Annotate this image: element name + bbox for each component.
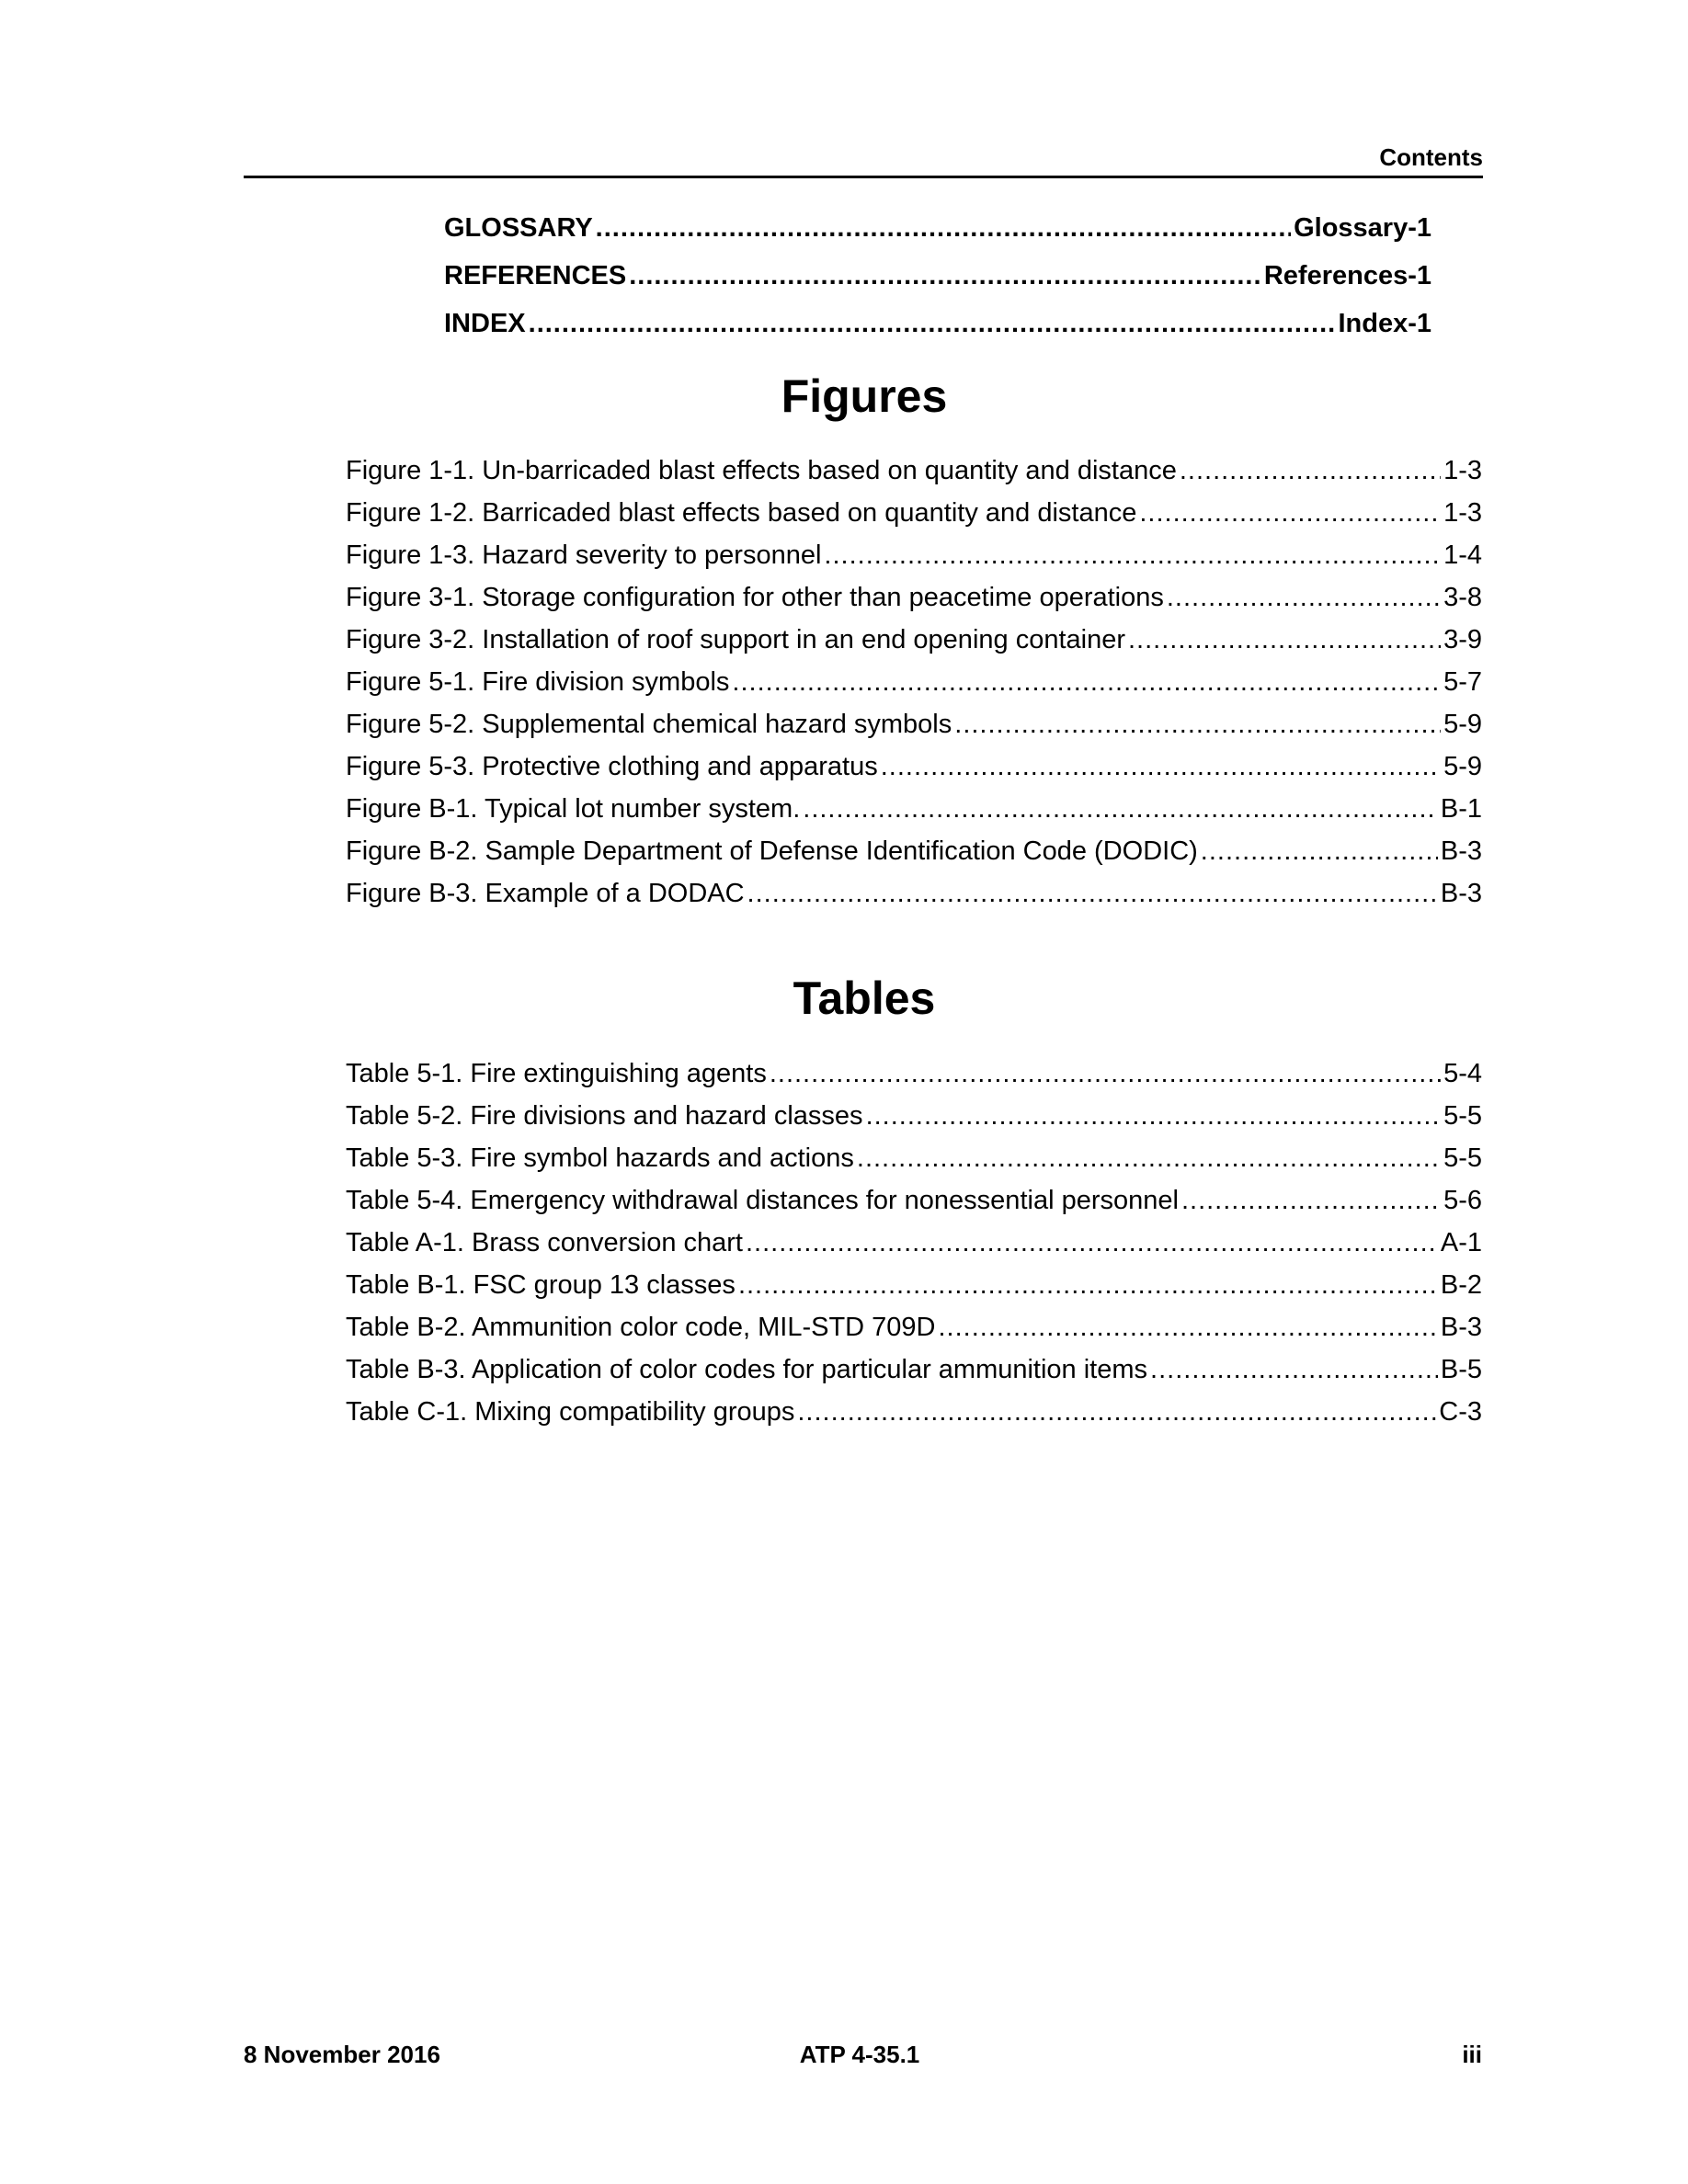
dot-leader <box>738 1270 1438 1301</box>
figure-entry[interactable] <box>346 667 1482 704</box>
toc-entry-label: GLOSSARY <box>444 213 593 243</box>
footer-date: 8 November 2016 <box>244 2041 440 2068</box>
dot-leader <box>954 710 1441 740</box>
dot-leader <box>746 1228 1438 1258</box>
figure-entry-page: 5-7 <box>1443 667 1482 697</box>
figure-entry-label: Figure B-3. Example of a DODAC <box>346 879 745 908</box>
figure-entry[interactable] <box>346 625 1482 662</box>
dot-leader <box>732 667 1441 698</box>
figure-entry-page: B-3 <box>1440 879 1482 908</box>
footer-doc-id: ATP 4-35.1 <box>799 2041 920 2068</box>
dot-leader <box>1201 836 1438 867</box>
dot-leader <box>529 309 1336 339</box>
dot-leader <box>1180 456 1441 486</box>
table-entry[interactable] <box>346 1143 1482 1180</box>
dot-leader <box>1128 625 1441 655</box>
figure-entry-label: Figure 5-1. Fire division symbols <box>346 667 730 697</box>
table-entry-page: B-5 <box>1440 1355 1482 1384</box>
dot-leader <box>770 1059 1441 1089</box>
dot-leader <box>881 752 1441 782</box>
table-entry-page: C-3 <box>1439 1397 1482 1427</box>
toc-entry-glossary[interactable] <box>444 213 1431 250</box>
toc-entry-label: REFERENCES <box>444 261 627 290</box>
header-title: Contents <box>1379 143 1483 171</box>
table-entry-label: Table 5-1. Fire extinguishing agents <box>346 1059 767 1088</box>
table-entry-page: B-2 <box>1440 1270 1482 1300</box>
toc-entry-index[interactable] <box>444 309 1431 346</box>
table-entry-page: B-3 <box>1440 1313 1482 1342</box>
table-entry[interactable] <box>346 1101 1482 1138</box>
figure-entry-label: Figure 1-1. Un-barricaded blast effects based on quantity and distance <box>346 456 1177 485</box>
dot-leader <box>939 1313 1438 1343</box>
table-entry-page: 5-5 <box>1443 1143 1482 1173</box>
table-entry[interactable] <box>346 1355 1482 1392</box>
figure-entry[interactable] <box>346 498 1482 535</box>
dot-leader <box>596 213 1291 244</box>
figure-entry-page: 3-8 <box>1443 583 1482 612</box>
table-entry-label: Table B-2. Ammunition color code, MIL-STD 709D <box>346 1313 936 1342</box>
figure-entry-page: B-3 <box>1440 836 1482 866</box>
toc-entry-page: Glossary-1 <box>1294 213 1431 243</box>
figure-entry-page: B-1 <box>1440 794 1482 824</box>
table-entry-label: Table 5-3. Fire symbol hazards and actions <box>346 1143 854 1173</box>
table-entry[interactable] <box>346 1228 1482 1265</box>
dot-leader <box>1181 1186 1441 1216</box>
figure-entry-label: Figure 3-1. Storage configuration for other than peacetime operations <box>346 583 1164 612</box>
figure-entry-label: Figure 3-2. Installation of roof support in an end opening container <box>346 625 1125 654</box>
table-entry[interactable] <box>346 1313 1482 1349</box>
table-entry-label: Table 5-4. Emergency withdrawal distances for nonessential personnel <box>346 1186 1179 1215</box>
figure-entry-label: Figure 1-2. Barricaded blast effects based on quantity and distance <box>346 498 1137 528</box>
figure-entry-label: Figure 1-3. Hazard severity to personnel <box>346 540 822 570</box>
table-entry-label: Table 5-2. Fire divisions and hazard classes <box>346 1101 863 1131</box>
table-entry-label: Table B-3. Application of color codes for particular ammunition items <box>346 1355 1148 1384</box>
figure-entry[interactable] <box>346 836 1482 873</box>
table-entry-label: Table B-1. FSC group 13 classes <box>346 1270 736 1300</box>
dot-leader <box>1167 583 1441 613</box>
figure-entry-page: 1-3 <box>1443 456 1482 485</box>
dot-leader <box>1150 1355 1438 1385</box>
figure-entry[interactable] <box>346 583 1482 620</box>
table-entry-page: 5-5 <box>1443 1101 1482 1131</box>
figure-entry-page: 5-9 <box>1443 710 1482 739</box>
dot-leader <box>866 1101 1442 1132</box>
table-entry[interactable] <box>346 1059 1482 1096</box>
toc-entry-page: References-1 <box>1263 261 1431 290</box>
toc-entry-label: INDEX <box>444 309 526 338</box>
footer-page-number: iii <box>1462 2041 1482 2068</box>
table-entry-label: Table C-1. Mixing compatibility groups <box>346 1397 795 1427</box>
toc-entry-page: Index-1 <box>1338 309 1431 338</box>
figure-entry[interactable] <box>346 879 1482 916</box>
table-entry-page: A-1 <box>1440 1228 1482 1257</box>
figure-entry[interactable] <box>346 710 1482 746</box>
running-header <box>244 145 1483 178</box>
figures-heading: Figures <box>781 370 948 422</box>
dot-leader <box>803 794 1438 825</box>
dot-leader <box>797 1397 1436 1428</box>
table-entry[interactable] <box>346 1397 1482 1434</box>
table-entry[interactable] <box>346 1186 1482 1223</box>
figure-entry-page: 3-9 <box>1443 625 1482 654</box>
figure-entry[interactable] <box>346 794 1482 831</box>
figure-entry-page: 1-4 <box>1443 540 1482 570</box>
figure-entry[interactable] <box>346 456 1482 493</box>
figure-entry-page: 5-9 <box>1443 752 1482 781</box>
table-entry-page: 5-4 <box>1443 1059 1482 1088</box>
dot-leader <box>629 261 1261 291</box>
figure-entry-label: Figure B-1. Typical lot number system. <box>346 794 801 824</box>
figure-entry-label: Figure B-2. Sample Department of Defense Identification Code (DODIC) <box>346 836 1198 866</box>
figure-entry[interactable] <box>346 540 1482 577</box>
toc-entry-references[interactable] <box>444 261 1431 298</box>
figure-entry-label: Figure 5-3. Protective clothing and apparatus <box>346 752 878 781</box>
figure-entry-label: Figure 5-2. Supplemental chemical hazard symbols <box>346 710 952 739</box>
table-entry[interactable] <box>346 1270 1482 1307</box>
figure-entry-page: 1-3 <box>1443 498 1482 528</box>
dot-leader <box>824 540 1441 571</box>
dot-leader <box>747 879 1438 909</box>
dot-leader <box>1139 498 1441 529</box>
dot-leader <box>857 1143 1441 1174</box>
table-entry-page: 5-6 <box>1443 1186 1482 1215</box>
table-entry-label: Table A-1. Brass conversion chart <box>346 1228 743 1257</box>
figure-entry[interactable] <box>346 752 1482 789</box>
tables-heading: Tables <box>793 973 936 1024</box>
